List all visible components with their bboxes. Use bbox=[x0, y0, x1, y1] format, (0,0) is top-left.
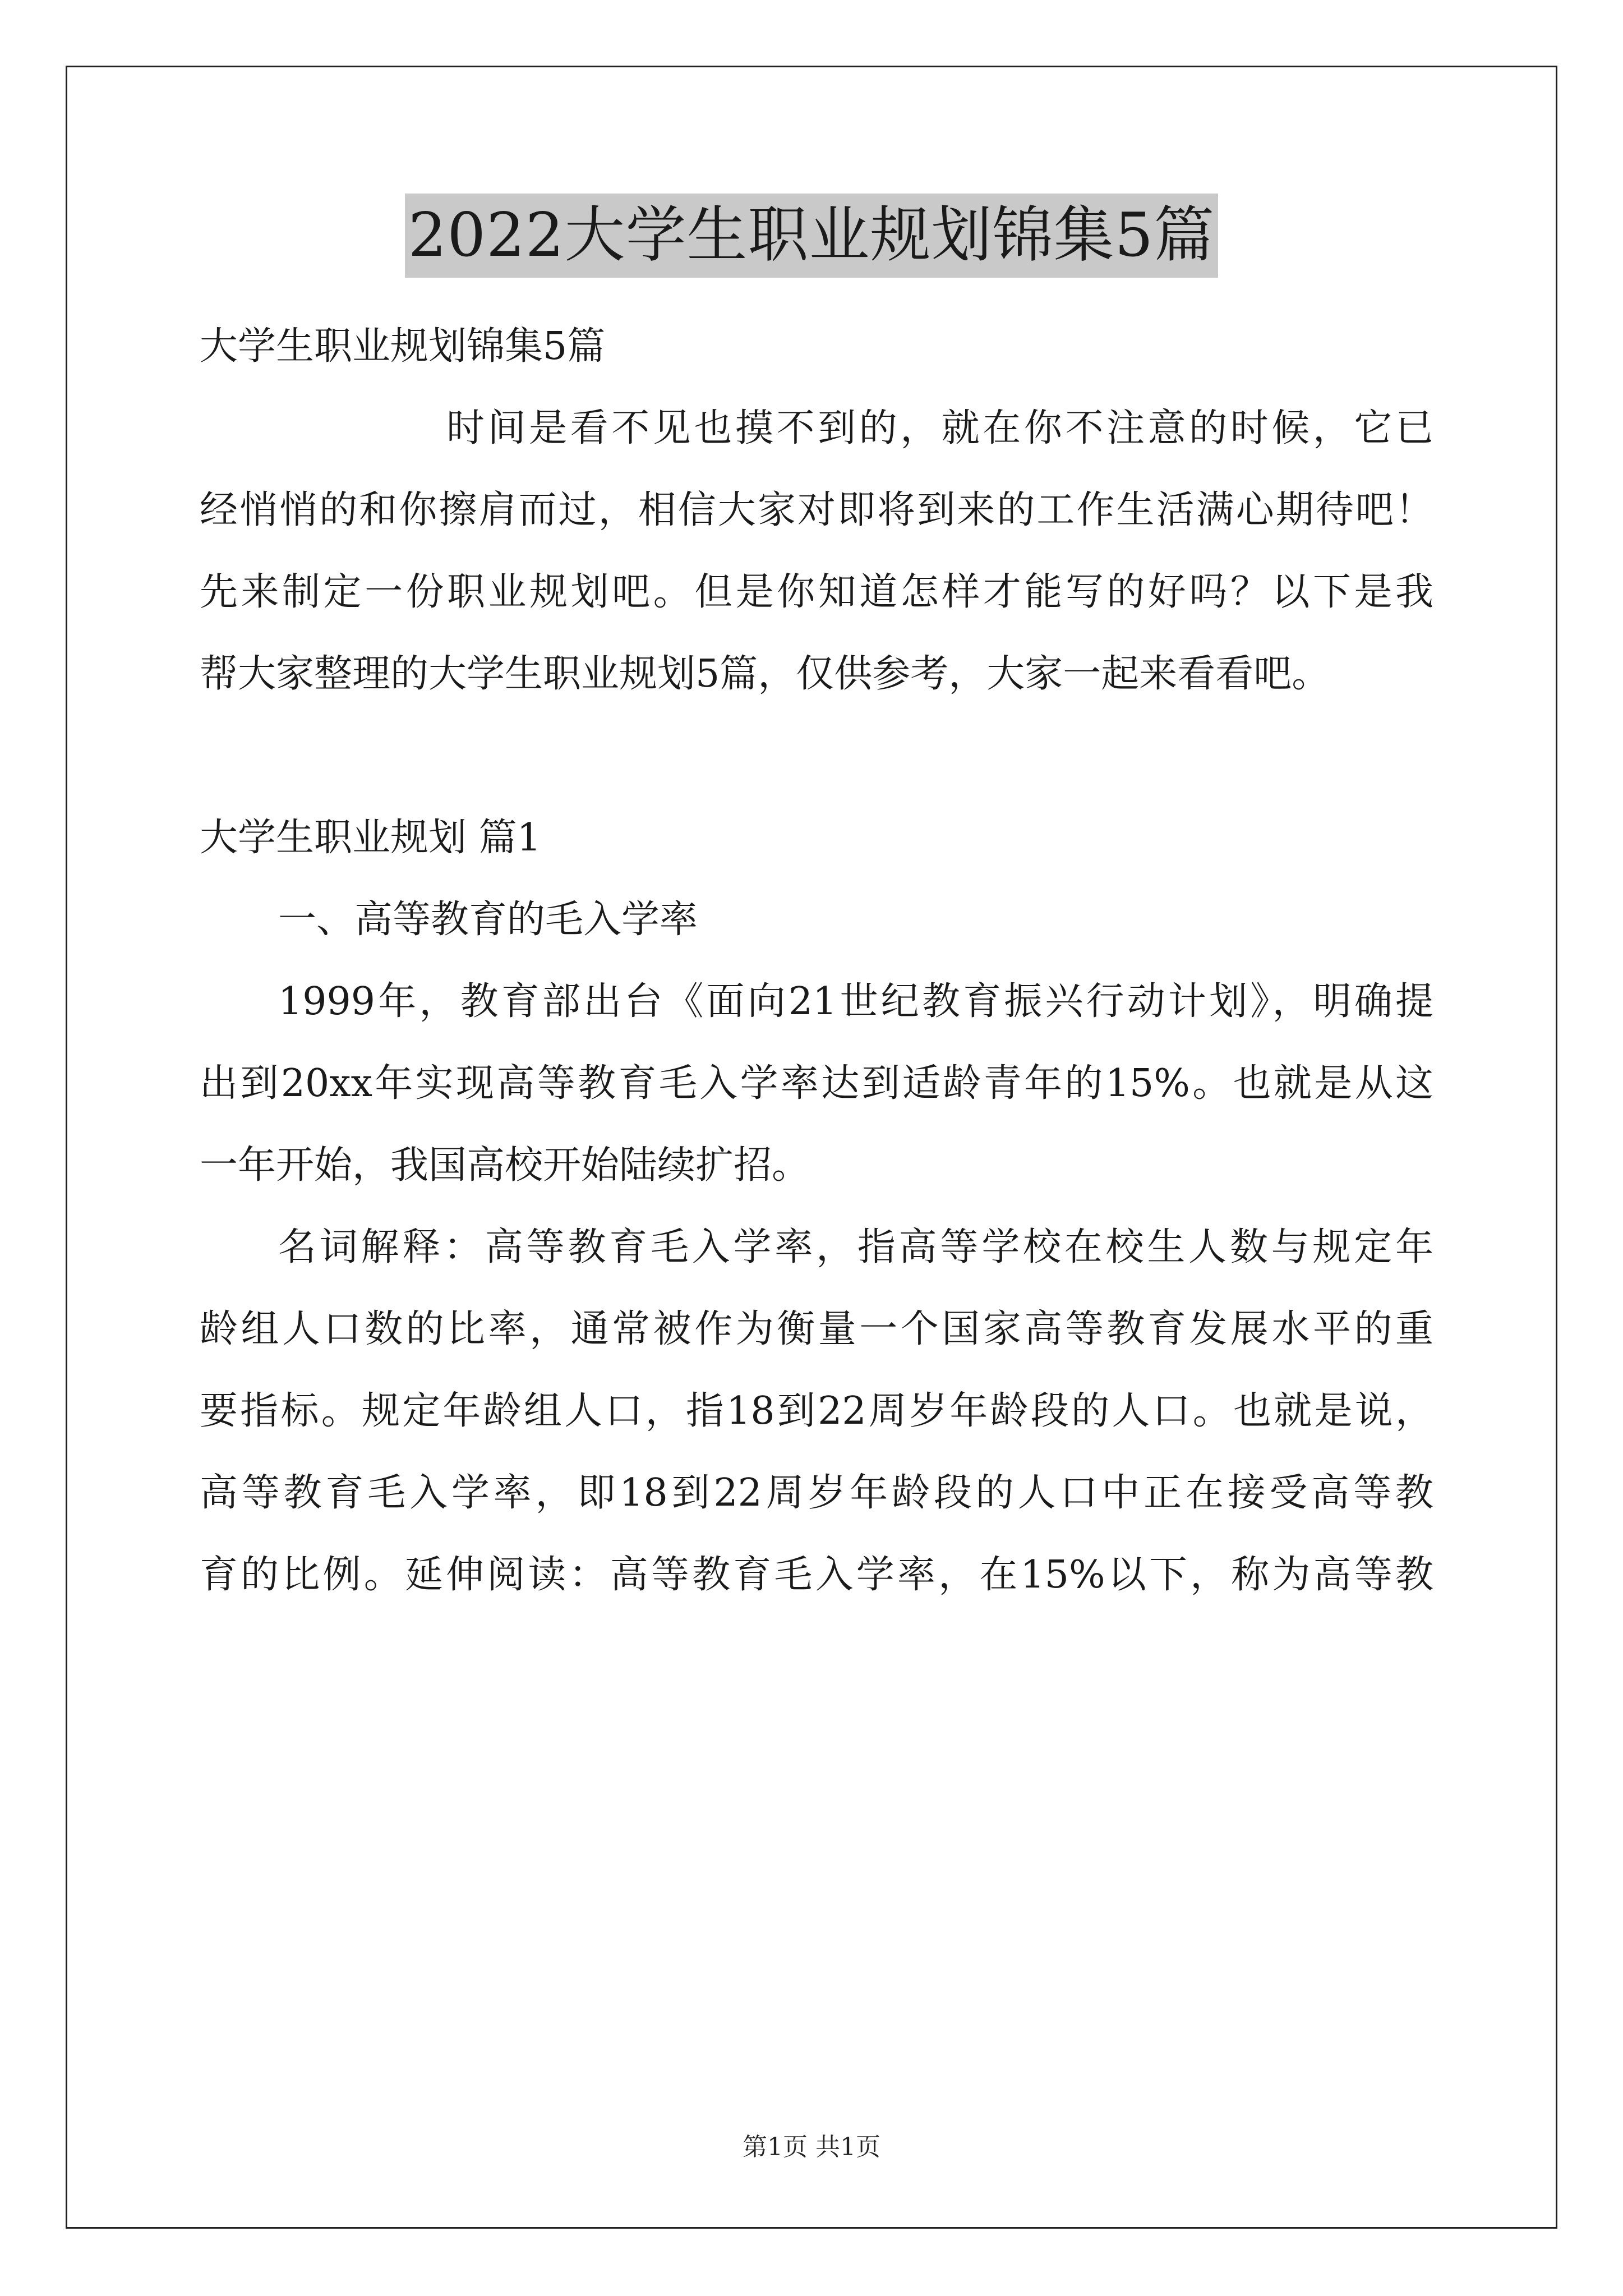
intro-line: 时间是看不见也摸不到的，就在你不注意的时候，它已 bbox=[446, 406, 1433, 450]
paragraph-line: 育的比例。延伸阅读：高等教育毛入学率，在15%以下，称为高等教 bbox=[200, 1553, 1433, 1597]
document-title: 2022大学生职业规划锦集5篇 bbox=[405, 194, 1219, 278]
title-container bbox=[0, 194, 1623, 278]
paragraph-line: 1999年，教育部出台《面向21世纪教育振兴行动计划》，明确提 bbox=[278, 979, 1433, 1024]
intro-line: 帮大家整理的大学生职业规划5篇，仅供参考，大家一起来看看吧。 bbox=[200, 652, 1330, 696]
paragraph-line: 一年开始，我国高校开始陆续扩招。 bbox=[200, 1143, 810, 1188]
paragraph-line: 龄组人口数的比率，通常被作为衡量一个国家高等教育发展水平的重 bbox=[200, 1307, 1433, 1351]
subheading: 一、高等教育的毛入学率 bbox=[278, 898, 698, 942]
paragraph-line: 高等教育毛入学率，即18到22周岁年龄段的人口中正在接受高等教 bbox=[200, 1471, 1433, 1515]
paragraph-line: 名词解释：高等教育毛入学率，指高等学校在校生人数与规定年 bbox=[278, 1225, 1433, 1269]
intro-line: 先来制定一份职业规划吧。但是你知道怎样才能写的好吗？以下是我 bbox=[200, 570, 1433, 614]
spacer bbox=[200, 715, 1433, 797]
section-heading: 大学生职业规划 篇1 bbox=[200, 816, 541, 860]
document-subtitle: 大学生职业规划锦集5篇 bbox=[200, 324, 606, 369]
page-footer: 第1页 共1页 bbox=[743, 2133, 880, 2161]
intro-line: 经悄悄的和你擦肩而过，相信大家对即将到来的工作生活满心期待吧！ bbox=[200, 488, 1433, 532]
paragraph-line: 出到20xx年实现高等教育毛入学率达到适龄青年的15%。也就是从这 bbox=[200, 1061, 1433, 1106]
paragraph-line: 要指标。规定年龄组人口，指18到22周岁年龄段的人口。也就是说， bbox=[200, 1389, 1433, 1433]
document-body bbox=[200, 306, 1433, 1616]
